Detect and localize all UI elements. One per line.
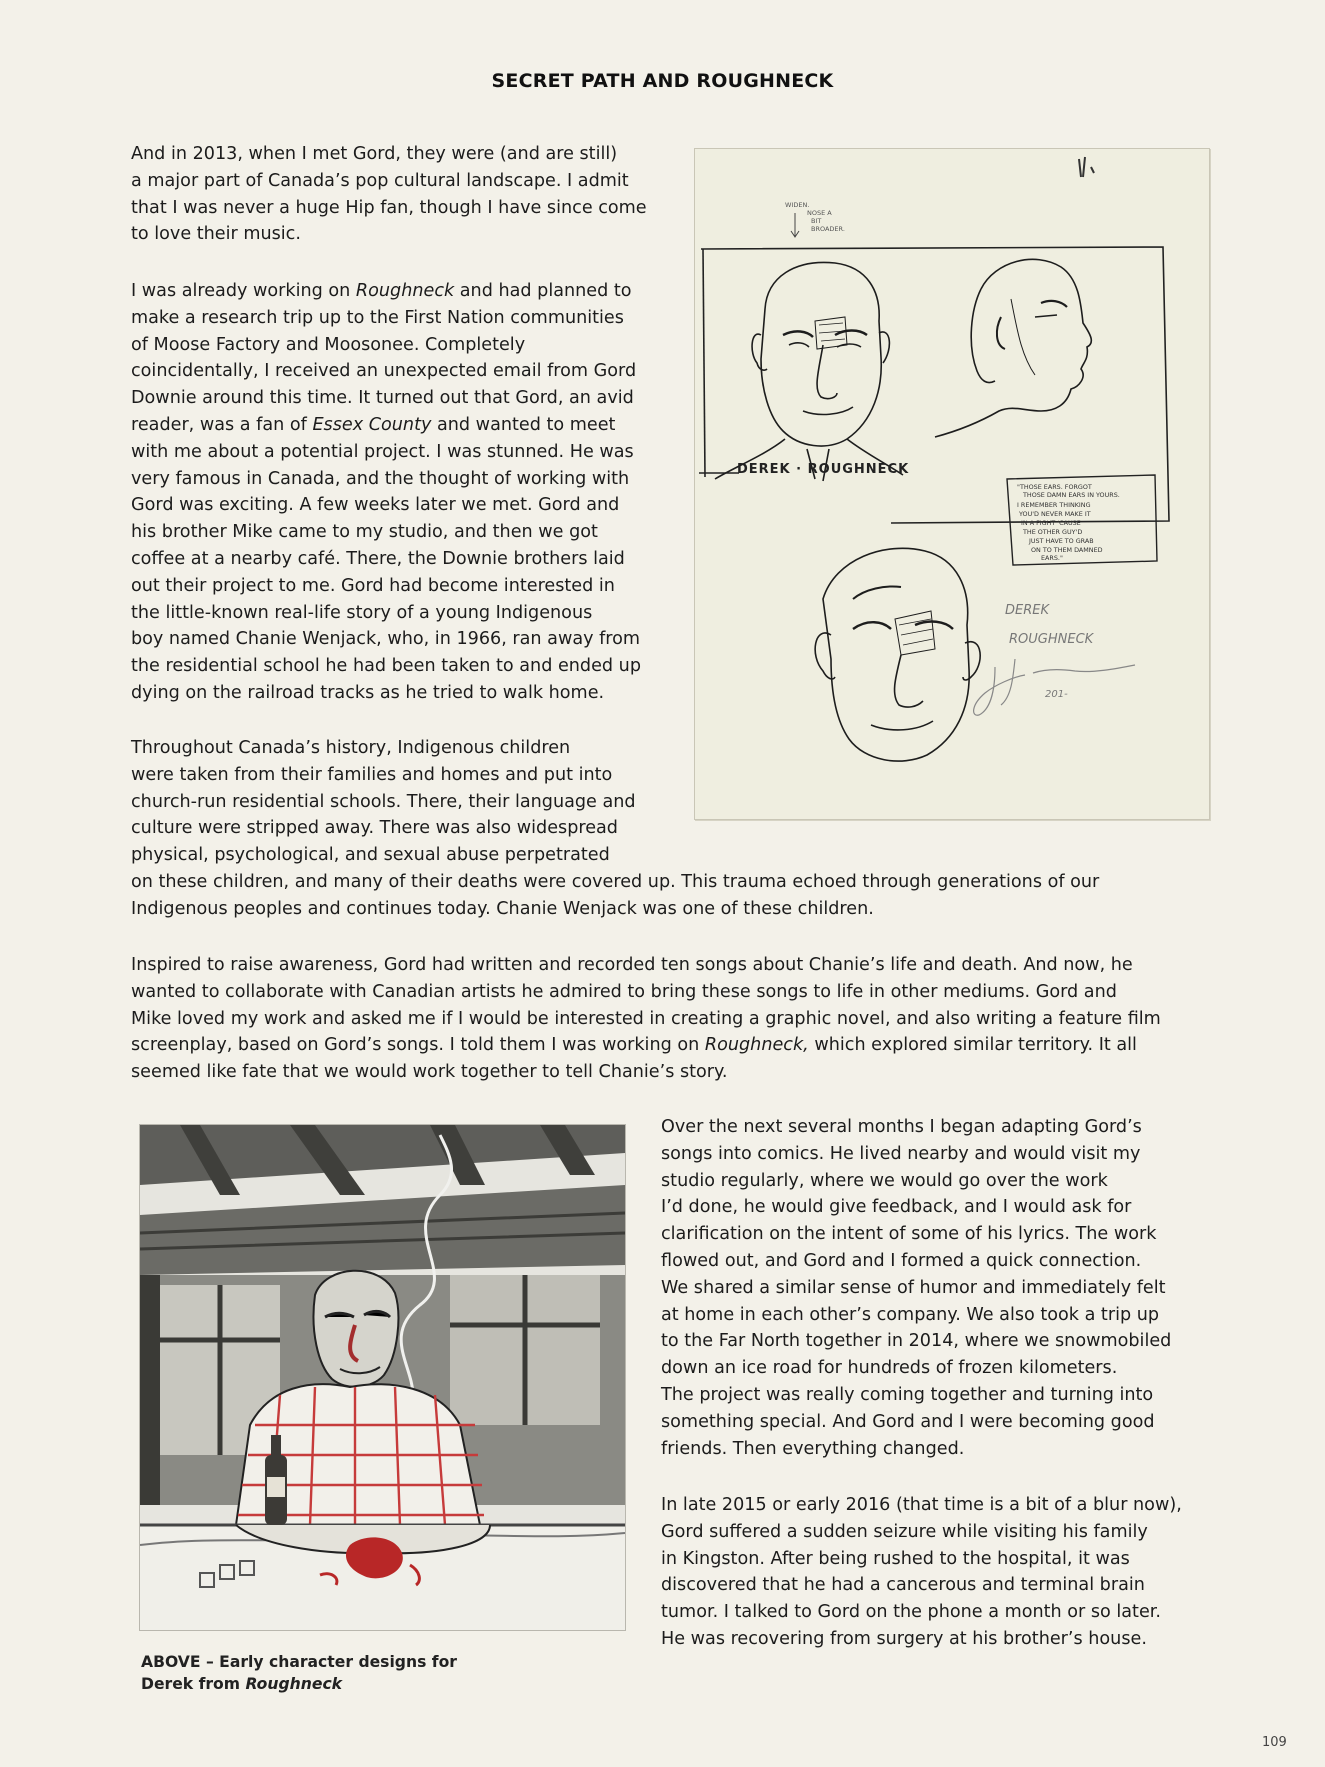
text-line [131, 439, 641, 466]
text-line: a major part of Canada’s pop cultural landscape. I admit [131, 170, 629, 191]
text-line: I’d done, he would give feedback, and I would ask for [661, 1197, 1132, 1218]
text-segment: screenplay, based on Gord’s songs. I told them I was working on [131, 1035, 705, 1056]
character-sketch-image [694, 148, 1210, 820]
paragraph-inspired [131, 952, 1161, 1086]
text-line [131, 332, 641, 359]
text-line: He was recovering from surgery at his brother’s house. [661, 1628, 1147, 1649]
text-line [131, 305, 641, 332]
text-line [131, 546, 641, 573]
text-segment: wanted to collaborate with Canadian artists he admired to bring these songs to life in other mediums. Gord and [131, 981, 1117, 1002]
text-line: flowed out, and Gord and I formed a quick connection. [661, 1250, 1142, 1271]
text-line: down an ice road for hundreds of frozen kilometers. [661, 1358, 1118, 1379]
paragraph-intro [131, 141, 647, 248]
text-line: something special. And Gord and I were becoming good [661, 1411, 1155, 1432]
text-line [131, 492, 641, 519]
text-segment: make a research trip up to the First Nation communities [131, 307, 624, 328]
text-segment: very famous in Canada, and the thought of working with [131, 468, 630, 489]
sketch-note-1: "THOSE EARS. FORGOT [1017, 483, 1092, 491]
text-line [131, 1006, 1161, 1033]
text-line: culture were stripped away. There was also widespread [131, 818, 618, 839]
sketch-note-top-3: BIT [811, 217, 822, 225]
sketch-signature-derek: DEREK [1005, 603, 1049, 618]
text-line: tumor. I talked to Gord on the phone a month or so later. [661, 1602, 1161, 1623]
sketch-note-8: ON TO THEM DAMNED [1031, 546, 1103, 554]
italic-title: Roughneck [355, 281, 455, 301]
page-title: SECRET PATH AND ROUGHNECK [491, 70, 834, 92]
text-line: friends. Then everything changed. [661, 1438, 965, 1459]
text-line: physical, psychological, and sexual abuse perpetrated [131, 845, 610, 866]
caption-line-1: ABOVE – Early character designs for [141, 1653, 457, 1671]
sketch-note-top-4: BROADER. [811, 225, 845, 233]
sketch-note-3: I REMEMBER THINKING [1017, 501, 1091, 509]
sketch-note-6: THE OTHER GUY'D [1023, 528, 1083, 536]
text-line [131, 385, 641, 412]
caption-line-2 [141, 1673, 457, 1695]
image-caption [141, 1651, 457, 1695]
caption-line-2-text: Derek from [141, 1675, 246, 1693]
text-line [131, 519, 641, 546]
text-line [131, 952, 1161, 979]
text-segment: the residential school he had been taken to and ended up [131, 656, 642, 677]
text-segment: I was already working on [131, 281, 356, 301]
text-segment: reader, was a fan of [131, 414, 313, 435]
text-segment: out their project to me. Gord had become interested in [131, 575, 615, 596]
text-line: The project was really coming together and turning into [661, 1384, 1154, 1405]
sketch-note-4: YOU'D NEVER MAKE IT [1019, 510, 1091, 518]
text-line: Throughout Canada’s history, Indigenous children [131, 738, 571, 758]
page-number: 109 [1262, 1735, 1287, 1750]
text-line: were taken from their families and homes and put into [131, 764, 613, 785]
face-lower-drawing [815, 548, 980, 761]
text-segment: seemed like fate that we would work together to tell Chanie’s story. [131, 1062, 728, 1083]
paragraph-roughneck [131, 278, 641, 707]
text-line [131, 412, 641, 439]
text-line: to love their music. [131, 224, 301, 245]
sketch-note-2: THOSE DAMN EARS IN YOURS. [1023, 491, 1120, 499]
text-line: We shared a similar sense of humor and immediately felt [661, 1277, 1166, 1298]
signature-scrawl [974, 659, 1135, 715]
text-line [131, 979, 1161, 1006]
text-segment: of Moose Factory and Moosonee. Completely [131, 334, 526, 355]
italic-title: Essex County [312, 414, 432, 435]
text-segment: dying on the railroad tracks as he tried to walk home. [131, 682, 605, 703]
sketch-note-9: EARS." [1041, 554, 1063, 562]
text-line [131, 358, 641, 385]
text-segment: his brother Mike came to my studio, and then we got [131, 522, 598, 543]
text-line: Indigenous peoples and continues today. Chanie Wenjack was one of these children. [131, 898, 874, 919]
text-line [131, 1059, 1161, 1086]
sketch-note-7: JUST HAVE TO GRAB [1029, 537, 1094, 545]
face-profile-drawing [935, 259, 1091, 437]
text-segment: and wanted to meet [431, 414, 616, 435]
sketch-note-top-1: WIDEN. [785, 201, 810, 209]
text-line [131, 626, 641, 653]
text-line [131, 680, 641, 707]
text-line: In late 2015 or early 2016 (that time is a bit of a blur now), [661, 1495, 1182, 1515]
text-segment: the little-known real-life story of a young Indigenous [131, 602, 593, 623]
derek-painting-image [139, 1124, 626, 1631]
text-line: clarification on the intent of some of his lyrics. The work [661, 1224, 1157, 1245]
text-line [131, 653, 641, 680]
face-front-drawing [715, 262, 903, 481]
text-segment: Mike loved my work and asked me if I would be interested in creating a graphic novel, and also writing a feature film [131, 1008, 1161, 1029]
text-segment: with me about a potential project. I was stunned. He was [131, 441, 634, 462]
paragraph-adapting [661, 1114, 1171, 1462]
text-line [131, 573, 641, 600]
text-segment: coffee at a nearby café. There, the Downie brothers laid [131, 548, 625, 569]
sketch-label: DEREK · ROUGHNECK [737, 462, 910, 477]
sketch-note-5: IN A FIGHT 'CAUSE [1021, 519, 1081, 527]
text-line [131, 600, 641, 627]
text-line: And in 2013, when I met Gord, they were (and are still) [131, 144, 618, 164]
text-line: to the Far North together in 2014, where we snowmobiled [661, 1331, 1172, 1352]
text-segment: coincidentally, I received an unexpected email from Gord [131, 361, 637, 382]
sketch-note-top-2: NOSE A [807, 209, 832, 217]
sketch-signature-year: 201- [1045, 689, 1068, 700]
text-line: Over the next several months I began adapting Gord’s [661, 1117, 1142, 1137]
text-line: at home in each other’s company. We also took a trip up [661, 1304, 1160, 1325]
text-line: Gord suffered a sudden seizure while visiting his family [661, 1521, 1148, 1542]
sketch-signature-roughneck: ROUGHNECK [1009, 632, 1094, 647]
text-segment: Gord was exciting. A few weeks later we met. Gord and [131, 495, 620, 516]
text-line: in Kingston. After being rushed to the hospital, it was [661, 1548, 1130, 1569]
text-line: songs into comics. He lived nearby and would visit my [661, 1143, 1141, 1164]
text-line [131, 1032, 1161, 1059]
text-segment: Downie around this time. It turned out that Gord, an avid [131, 388, 634, 409]
text-line: that I was never a huge Hip fan, though I have since come [131, 197, 647, 218]
text-line: on these children, and many of their deaths were covered up. This trauma echoed through generations of our [131, 871, 1100, 892]
text-segment: which explored similar territory. It all [808, 1035, 1137, 1056]
paragraph-diagnosis [661, 1492, 1182, 1653]
text-line: discovered that he had a cancerous and terminal brain [661, 1575, 1145, 1596]
text-segment: Inspired to raise awareness, Gord had written and recorded ten songs about Chanie’s life and death. And now, he [131, 955, 1133, 975]
caption-book-title: Roughneck [245, 1675, 343, 1693]
text-segment: boy named Chanie Wenjack, who, in 1966, ran away from [131, 629, 641, 650]
text-segment: and had planned to [454, 281, 632, 301]
text-line [131, 278, 641, 305]
text-line: studio regularly, where we would go over the work [661, 1170, 1108, 1191]
text-line: church-run residential schools. There, their language and [131, 791, 636, 812]
text-line [131, 466, 641, 493]
italic-title: Roughneck, [704, 1035, 809, 1056]
